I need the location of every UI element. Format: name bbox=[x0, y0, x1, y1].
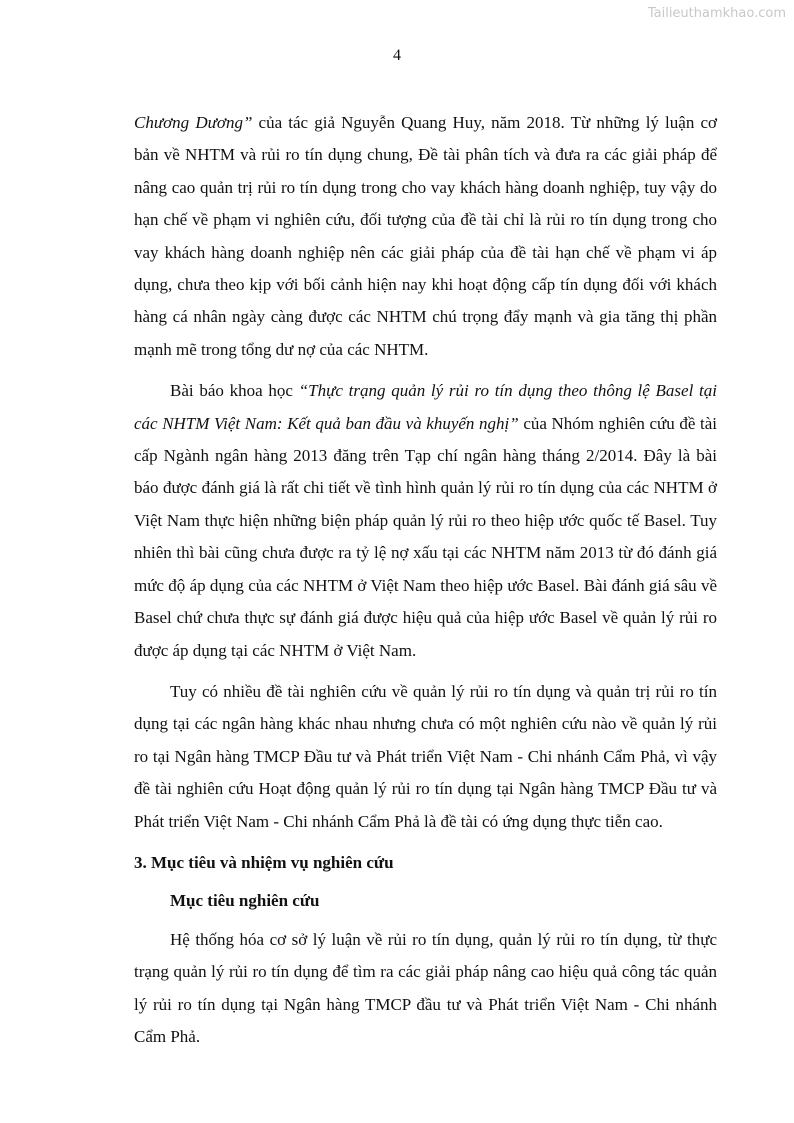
watermark: Tailieuthamkhao.com bbox=[647, 6, 786, 21]
paragraph-3: Tuy có nhiều đề tài nghiên cứu về quản lý rủi ro tín dụng và quản trị rủi ro tín dụng tại các ngân hàng khác nhau nhưng chưa có một nghiên cứu nào về quản lý rủi ro tại Ngân hàng TMCP Đầu tư và Phát triển Việt Nam - Chi nhánh Cẩm Phả, vì vậy đề tài nghiên cứu Hoạt động quản lý rủi ro tín dụng tại Ngân hàng TMCP Đầu tư và Phát triển Việt Nam - Chi nhánh Cẩm Phả là đề tài có ứng dụng thực tiễn cao. bbox=[134, 681, 717, 831]
paragraph-2-italic: “Thực trạng quản lý rủi ro tín dụng theo thông lệ Basel tại các NHTM Việt Nam: Kết quả ban đầu và khuyến nghị” bbox=[134, 381, 717, 433]
paragraph-1-italic: Chương Dương” bbox=[134, 113, 253, 132]
section-subheading: Mục tiêu nghiên cứu bbox=[170, 891, 320, 911]
paragraph-2-after: của Nhóm nghiên cứu đề tài cấp Ngành ngân hàng 2013 đăng trên Tạp chí ngân hàng tháng 2/2014. Đây là bài báo được đánh giá là rất chi tiết về tình hình quản lý rủi ro tín dụng của các NHTM ở Việt Nam thực hiện những biện pháp quản lý rủi ro theo hiệp ước quốc tế Basel. Tuy nhiên thì bài cũng chưa được ra tỷ lệ nợ xấu tại các NHTM năm 2013 từ đó đánh giá mức độ áp dụng của các NHTM ở Việt Nam theo hiệp ước Basel. Bài đánh giá sâu về Basel chứ chưa thực sự đánh giá được hiệu quả của hiệp ước Basel về quản lý rủi ro được áp dụng tại các NHTM ở Việt Nam. bbox=[134, 413, 717, 660]
page-number: 4 bbox=[393, 47, 401, 64]
paragraph-2 bbox=[134, 375, 717, 667]
section-body: Hệ thống hóa cơ sở lý luận về rủi ro tín dụng, quản lý rủi ro tín dụng, từ thực trạng quản lý rủi ro tín dụng để tìm ra các giải pháp nâng cao hiệu quả công tác quản lý rủi ro tín dụng tại Ngân hàng TMCP đầu tư và Phát triển Việt Nam - Chi nhánh Cẩm Phả. bbox=[134, 929, 717, 1046]
paragraph-1-text: của tác giả Nguyễn Quang Huy, năm 2018. Từ những lý luận cơ bản về NHTM và rủi ro tín dụng chung, Đề tài phân tích và đưa ra các giải pháp để nâng cao quản trị rủi ro tín dụng trong cho vay khách hàng doanh nghiệp, tuy vậy do hạn chế về phạm vi nghiên cứu, đối tượng của đề tài chỉ là rủi ro tín dụng trong cho vay khách hàng doanh nghiệp nên các giải pháp của đề tài hạn chế về phạm vi áp dụng, chưa theo kịp với bối cảnh hiện nay khi hoạt động cấp tín dụng đối với khách hàng cá nhân ngày càng được các NHTM chú trọng đẩy mạnh và gia tăng thị phần mạnh mẽ trong tổng dư nợ của các NHTM. bbox=[134, 113, 717, 359]
paragraph-1 bbox=[134, 107, 717, 366]
paragraph-2-before: Bài báo khoa học bbox=[170, 381, 299, 401]
section-heading: 3. Mục tiêu và nhiệm vụ nghiên cứu bbox=[134, 852, 394, 872]
document-body bbox=[134, 107, 717, 1053]
